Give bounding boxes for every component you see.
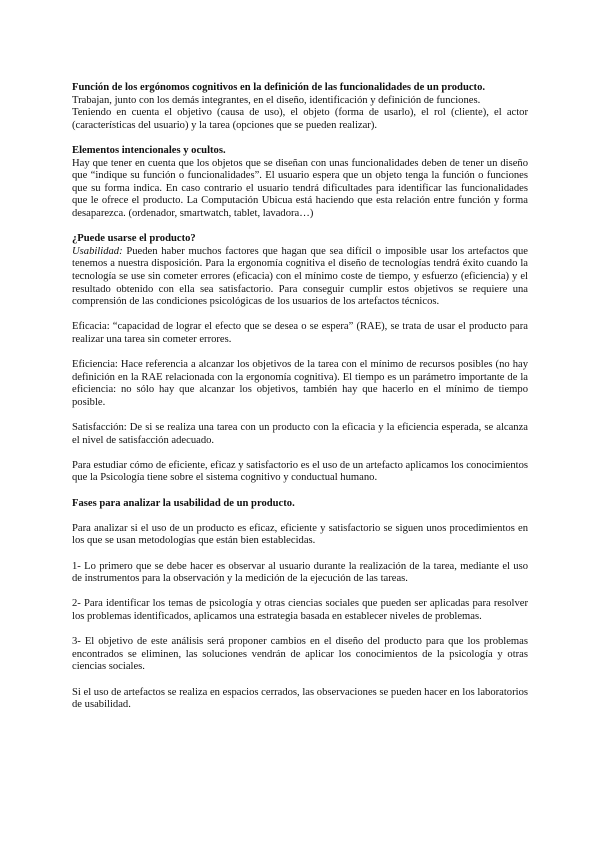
paragraph-funcion-1: Trabajan, junto con los demás integrantes, en el diseño, identificación y definición de funciones. [72, 94, 481, 106]
term-usabilidad: Usabilidad: [72, 245, 123, 257]
spacer [72, 586, 528, 599]
heading-elementos: Elementos intencionales y ocultos. [72, 144, 226, 156]
spacer [72, 510, 528, 523]
paragraph-eficiencia: Eficiencia: Hace referencia a alcanzar los objetivos de la tarea con el mínimo de recursos posibles (no hay definición en la RAE relacionada con la ergonomía cognitiva). El tiempo es un parámetro importante de la eficiencia: no sólo hay que alcanzar los objetivos, también hay que hacerlo en el mínimo de tiempo posible. [72, 359, 528, 408]
paragraph-usabilidad-text: Pueden haber muchos factores que hagan que sea difícil o imposible usar los artefactos que tenemos a nuestra disposición. Para la ergonomía cognitiva el diseño de tecnologías tendrá éxito cuando la tecnología se use sin cometer errores (eficacia) con el mínimo coste de tiempo, y esfuerzo (eficiencia) y el resultado obtenido con ella sea satisfactorio. Para conseguir cumplir estos objetivos se requiere una comprensión de las condiciones psicológicas de los usuarios de los artefactos técnicos. [72, 245, 528, 308]
spacer [72, 309, 528, 322]
spacer [72, 221, 528, 234]
spacer [72, 132, 528, 145]
spacer [72, 346, 528, 359]
paragraph-fase-1: 1- Lo primero que se debe hacer es observar al usuario durante la realización de la tarea, mediante el uso de instrumentos para la observación y la medición de la ejecución de las tareas. [72, 560, 528, 585]
paragraph-eficacia: Eficacia: “capacidad de lograr el efecto que se desea o se espera” (RAE), se trata de usar el producto para realizar una tarea sin cometer errores. [72, 321, 528, 345]
paragraph-fase-2: 2- Para identificar los temas de psicología y otras ciencias sociales que pueden ser aplicadas para resolver los problemas identificados, aplicamos una estrategia basada en establecer niveles de problemas. [72, 598, 528, 622]
heading-fases: Fases para analizar la usabilidad de un producto. [72, 497, 295, 509]
heading-usarse: ¿Puede usarse el producto? [72, 233, 196, 245]
spacer [72, 485, 528, 498]
paragraph-satisfaccion: Satisfacción: De si se realiza una tarea con un producto con la eficacia y la eficiencia esperada, se alcanza el nivel de satisfacción adecuado. [72, 422, 528, 446]
heading-funcion: Función de los ergónomos cognitivos en la definición de las funcionalidades de un producto. [72, 82, 486, 93]
paragraph-elementos-1: Hay que tener en cuenta que los objetos que se diseñan con unas funcionalidades deben de tener un diseño que “indique su función o funcionalidades”. El usuario espera que un objeto tenga la función o funciones que su forma indica. En caso contrario el usuario tendrá dificultades para identificar las funcionalidades que le ofrece el producto. La Computación Ubicua está haciendo que esta relación entre función y forma desaparezca. (ordenador, smartwatch, tablet, lavadora…) [72, 157, 528, 219]
paragraph-fases-closing: Si el uso de artefactos se realiza en espacios cerrados, las observaciones se pueden hacer en los laboratorios de usabilidad. [72, 686, 528, 711]
document-page [72, 82, 528, 712]
spacer [72, 447, 528, 460]
spacer [72, 548, 528, 561]
paragraph-fases-intro: Para analizar si el uso de un producto es eficaz, eficiente y satisfactorio se siguen unos procedimientos en los que se usan metodologías que están bien establecidas. [72, 522, 528, 547]
paragraph-fase-3: 3- El objetivo de este análisis será proponer cambios en el diseño del producto para que los problemas encontrados se eliminen, las soluciones vendrán de aplicar los conocimientos de la psicología y otras ciencias sociales. [72, 636, 528, 673]
spacer [72, 409, 528, 422]
paragraph-usabilidad [72, 246, 528, 309]
spacer [72, 624, 528, 637]
paragraph-funcion-2: Teniendo en cuenta el objetivo (causa de uso), el objeto (forma de usarlo), el rol (cliente), el actor (características del usuario) y la tarea (opciones que se pueden realizar). [72, 107, 528, 131]
paragraph-estudiar: Para estudiar cómo de eficiente, eficaz y satisfactorio es el uso de un artefacto aplicamos los conocimientos que la Psicología tiene sobre el sistema cognitivo y conductual humano. [72, 459, 528, 484]
spacer [72, 674, 528, 687]
